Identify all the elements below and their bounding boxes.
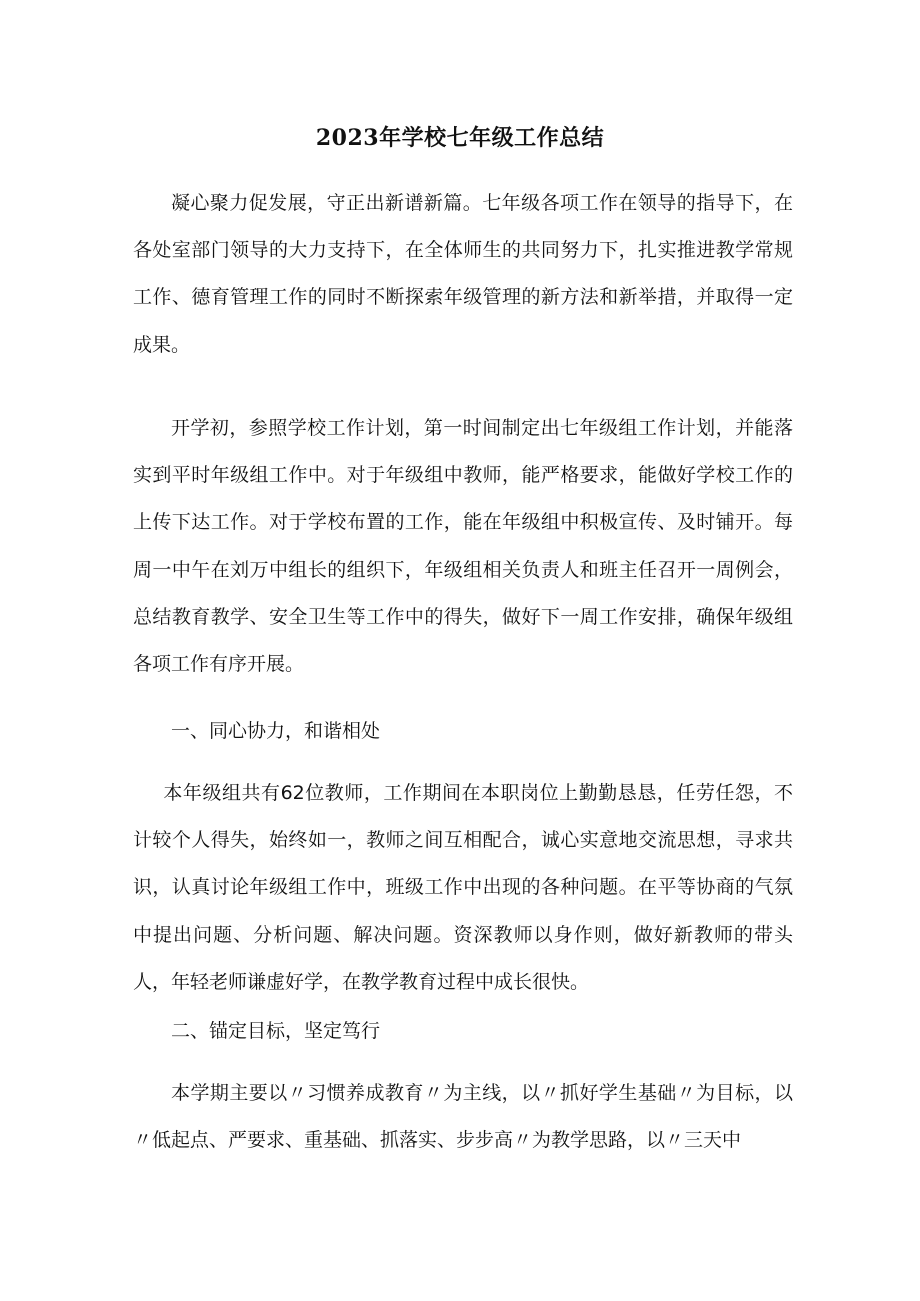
document-title: 2023年学校七年级工作总结 <box>315 125 605 151</box>
section-heading-1: 一、同心协力，和谐相处 <box>171 720 381 742</box>
paragraph-section-1: 本年级组共有62位教师，工作期间在本职岗位上勤勤恳恳，任劳任怨，不计较个人得失，始终如一，教师之间互相配合，诚心实意地交流思想，寻求共识，认真讨论年级组工作中，班级工作中出现的各种问题。在平等协商的气氛中提出问题、分析问题、解决问题。资深教师以身作则，做好新教师的带头人，年轻老师谦虚好学，在教学教育过程中成长很快。 <box>133 782 793 993</box>
paragraph-section-2: 本学期主要以〃习惯养成教育〃为主线，以〃抓好学生基础〃为目标，以〃低起点、严要求、重基础、抓落实、步步高〃为教学思路，以〃三天中 <box>133 1082 793 1152</box>
section-heading-2: 二、锚定目标，坚定笃行 <box>171 1020 381 1042</box>
paragraph-intro: 凝心聚力促发展，守正出新谱新篇。七年级各项工作在领导的指导下，在各处室部门领导的大力支持下，在全体师生的共同努力下，扎实推进教学常规工作、德育管理工作的同时不断探索年级管理的新方法和新举措，并取得一定成果。 <box>133 192 793 356</box>
paragraph-plan: 开学初，参照学校工作计划，第一时间制定出七年级组工作计划，并能落实到平时年级组工作中。对于年级组中教师，能严格要求，能做好学校工作的上传下达工作。对于学校布置的工作，能在年级组中积极宣传、及时铺开。每周一中午在刘万中组长的组织下，年级组相关负责人和班主任召开一周例会，总结教育教学、安全卫生等工作中的得失，做好下一周工作安排，确保年级组各项工作有序开展。 <box>133 417 793 676</box>
